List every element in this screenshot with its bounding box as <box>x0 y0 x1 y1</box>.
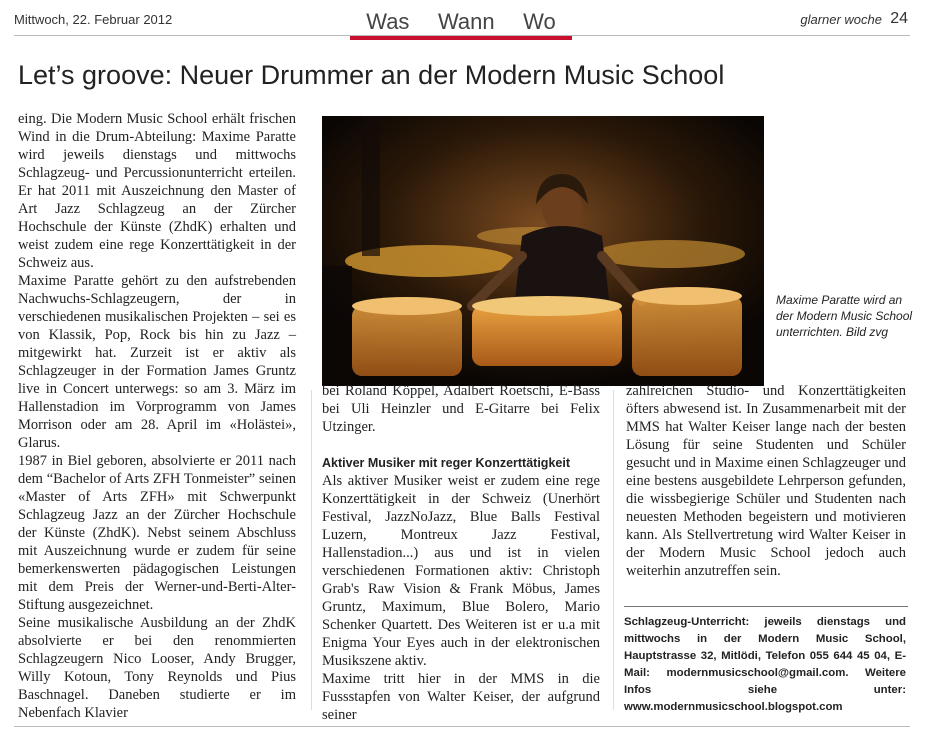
paragraph: Als aktiver Musiker weist er zudem eine rege Konzerttätigkeit in der Schweiz (Unerhört Festival, JazzNoJazz, Blue Balls Festival Luzern, Montreux Jazz Festival, Hallenstadion...) aus und ist in vielen verschiedenen Formationen aktiv: Christoph Grab's Raw Vision & Frank Möbus, James Gruntz, Maximum, Blue Bolero, Mario Schenker Quartett. Des Weiteren ist er u.a mit Enigma Your Eyes auch in der elektronischen Musikszene aktiv. <box>322 473 600 669</box>
article-column-3 <box>626 382 906 600</box>
article-photo-drummer <box>322 116 764 386</box>
paragraph: Maxime tritt hier in der MMS in die Fussstapfen von Walter Keiser, der aufgrund seiner <box>322 671 600 723</box>
article-column-2 <box>322 382 600 723</box>
column-divider <box>613 390 614 710</box>
article-column-1 <box>18 110 296 721</box>
paragraph: Maxime Paratte gehört zu den aufstrebenden Nachwuchs-Schlagzeugern, der in verschiedenen musikalischen Projekten – sei es von Klassik, Pop, Rock bis hin zu Jazz – mitgewirkt hat. Zurzeit ist er aktiv als Schlagzeuger in der Formation James Gruntz live in Concert unterwegs: so am 3. März im Hallenstadion im Vorprogramm von James Morrison oder am 28. April im «Holästei», Glarus. <box>18 273 296 451</box>
headline: Let’s groove: Neuer Drummer an der Modern Music School <box>18 60 725 90</box>
section-accent-bar <box>350 36 572 40</box>
photo-caption: Maxime Paratte wird an der Modern Music School unterrichten. Bild zvg <box>776 293 913 339</box>
info-box: Schlagzeug-Unterricht: jeweils dienstags und mittwochs in der Modern Music School, Hauptstrasse 32, Mitlödi, Telefon 055 644 45 04, E-Mail: modernmusicschool@gmail.com. Weitere Infos siehe unter: www.modernmusicschool.blogspot.com <box>624 616 906 713</box>
section-tab-wo: Wo <box>523 9 556 34</box>
column-divider <box>311 390 312 710</box>
paragraph: Seine musikalische Ausbildung an der ZhdK absolvierte er bei den renommierten Schlagzeugern Nico Looser, Andy Brugger, Willy Kotoun, Tony Reynolds und Pius Baschnagel. Daneben studierte er im Nebenfach Klavier <box>18 615 296 721</box>
page-number: 24 <box>890 10 908 27</box>
bottom-rule <box>14 726 910 727</box>
info-box-rule <box>624 606 908 607</box>
section-tabs <box>352 6 570 38</box>
paragraph: 1987 in Biel geboren, absolvierte er 2011 nach dem “Bachelor of Arts ZFH Tonmeister” seinen «Master of Arts ZFH» mit Schwerpunkt Schlagzeug Jazz an der Zürcher Hochschule der Künste (ZhdK). Nebst seinem Abschluss mit Auszeichnung wurde er zudem für seine bemerkenswerten pädagogischen Leistungen mit dem Preis der Werner-und-Berti-Alter-Stiftung ausgezeichnet. <box>18 453 296 613</box>
paragraph: eing. Die Modern Music School erhält frischen Wind in die Drum-Abteilung: Maxime Paratte wird jeweils dienstags und mittwochs Schlagzeug- und Percussionunterricht erteilen. Er hat 2011 mit Auszeichnung den Master of Art Jazz Schlagzeug an der Zürcher Hochschule der Künste (ZhdK) erhalten und weist zudem eine rege Konzerttätigkeit in der Schweiz aus. <box>18 111 296 271</box>
section-tab-was: Was <box>366 9 410 34</box>
header-rule <box>14 35 910 36</box>
paragraph: bei Roland Köppel, Adalbert Roetschi, E-Bass bei Uli Heinzler und E-Gitarre bei Felix Utzinger. <box>322 383 600 435</box>
issue-date: Mittwoch, 22. Februar 2012 <box>14 12 173 27</box>
subheading: Aktiver Musiker mit reger Konzerttätigkeit <box>322 456 570 470</box>
paragraph: zahlreichen Studio- und Konzerttätigkeiten öfters abwesend ist. In Zusammenarbeit mit der MMS hat Walter Keiser lange nach der besten Lösung für seine Studenten und Schüler gesucht und in Maxime einen Schlagzeuger und eine bestens ausgebildete Lehrperson gefunden, die wissbegierige Schüler und Studenten nach neuesten Methoden begeistern und motivieren kann. Als Stellvertretung wird Walter Keiser in der Modern Music School jedoch auch weiterhin anzutreffen sein. <box>626 383 906 579</box>
publication-name: glarner woche <box>800 12 882 27</box>
section-tab-wann: Wann <box>437 9 495 34</box>
